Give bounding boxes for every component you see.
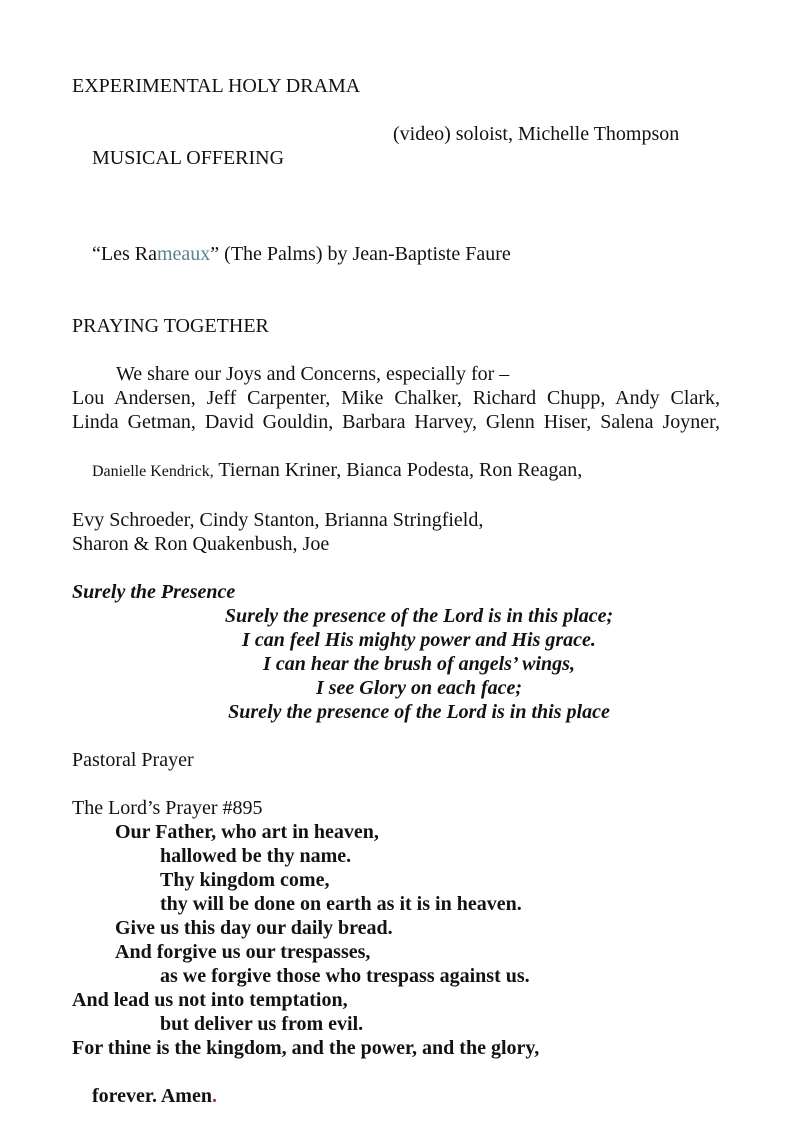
- prayer-final-text: forever. Amen: [92, 1085, 212, 1107]
- musical-offering-credit: (video) soloist, Michelle Thompson: [393, 123, 680, 145]
- names-line-3: [72, 434, 720, 508]
- prayer-line: as we forgive those who trespass against us.: [160, 965, 530, 987]
- song-title-highlight: meaux: [156, 243, 211, 265]
- prayer-line: Our Father, who art in heaven,: [115, 821, 379, 843]
- hymn-line: I see Glory on each face;: [315, 677, 523, 699]
- hymn-line: Surely the presence of the Lord is in this place: [228, 701, 610, 723]
- prayer-line: For thine is the kingdom, and the power, and the glory,: [72, 1037, 540, 1059]
- musical-offering-label: MUSICAL OFFERING: [92, 147, 285, 169]
- prayer-line: And lead us not into temptation,: [72, 989, 348, 1011]
- prayer-final-line: [72, 1060, 720, 1132]
- song-title-suffix: ” (The Palms) by Jean-Baptiste Faure: [210, 243, 511, 265]
- hymn-line: Surely the presence of the Lord is in this place;: [224, 605, 614, 627]
- prayer-line: And forgive us our trespasses,: [115, 941, 371, 963]
- names-line-3-small: Danielle Kendrick,: [92, 463, 214, 480]
- names-line-4: Evy Schroeder, Cindy Stanton, Brianna Stringfield,: [72, 509, 484, 531]
- hymn-line: I can feel His mighty power and His grace.: [242, 629, 596, 651]
- song-title-line: [72, 218, 720, 290]
- joys-concerns-intro: We share our Joys and Concerns, especially for –: [116, 363, 510, 385]
- page-title: EXPERIMENTAL HOLY DRAMA: [72, 75, 361, 97]
- song-title-prefix: “Les Ra: [92, 243, 157, 265]
- prayer-final-period: .: [211, 1085, 217, 1107]
- hymn-line: I can hear the brush of angels’ wings,: [263, 653, 575, 675]
- hymn-title: Surely the Presence: [72, 581, 236, 603]
- names-line-5: Sharon & Ron Quakenbush, Joe: [72, 533, 330, 555]
- praying-together-heading: PRAYING TOGETHER: [72, 315, 269, 337]
- lords-prayer-heading: The Lord’s Prayer #895: [72, 797, 263, 819]
- prayer-line: Give us this day our daily bread.: [115, 917, 393, 939]
- names-line-3-rest: Tiernan Kriner, Bianca Podesta, Ron Reagan,: [213, 459, 583, 481]
- musical-offering-line: [72, 122, 720, 218]
- prayer-line: hallowed be thy name.: [160, 845, 352, 867]
- prayer-line: Thy kingdom come,: [160, 869, 330, 891]
- names-line-2: Linda Getman, David Gouldin, Barbara Harvey, Glenn Hiser, Salena Joyner,: [72, 411, 720, 433]
- prayer-line: but deliver us from evil.: [160, 1013, 364, 1035]
- names-line-1: Lou Andersen, Jeff Carpenter, Mike Chalker, Richard Chupp, Andy Clark,: [72, 387, 720, 409]
- pastoral-prayer-label: Pastoral Prayer: [72, 749, 194, 771]
- prayer-line: thy will be done on earth as it is in heaven.: [160, 893, 522, 915]
